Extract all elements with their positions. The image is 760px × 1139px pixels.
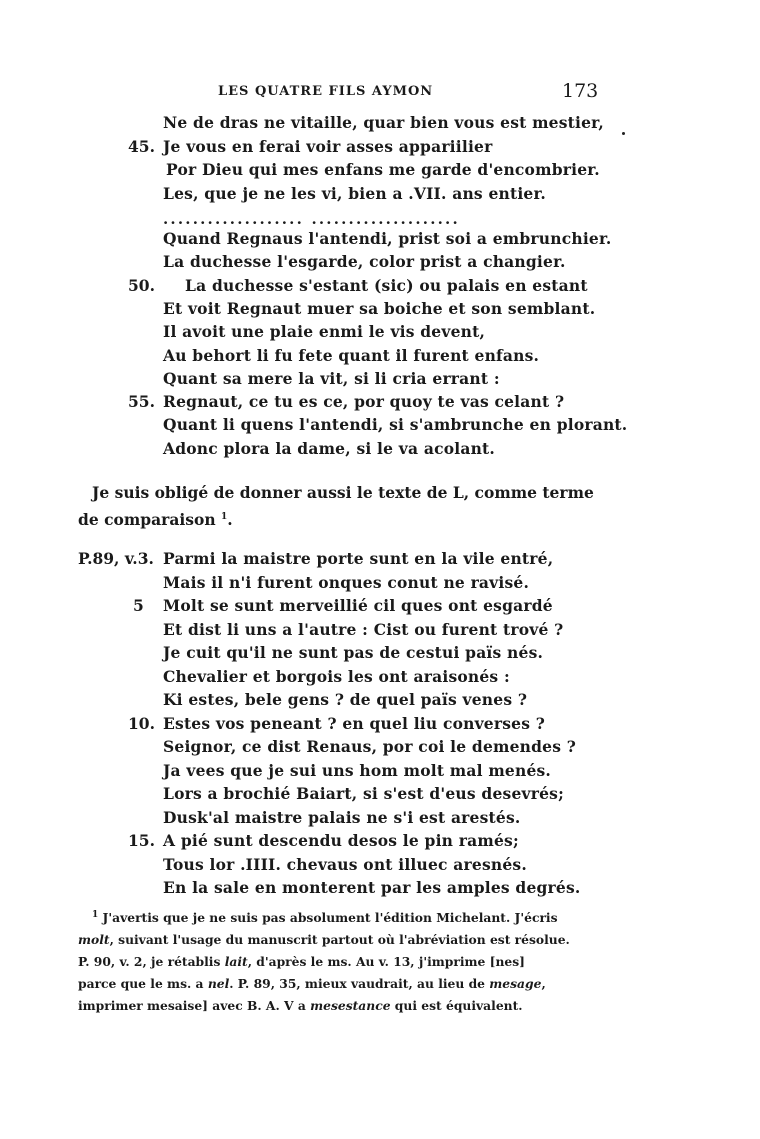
footnote-line-5-a: imprimer mesaise] avec B. A. V a: [78, 998, 311, 1013]
verse-line: Quant sa mere la vit, si li cria errant :: [163, 368, 500, 388]
verse-line: Mais il n'i furent onques conut ne ravisé.: [163, 572, 530, 592]
verse-line: Et voit Regnaut muer sa boiche et son semblant.: [163, 298, 596, 318]
running-header-title: LES QUATRE FILS AYMON: [218, 84, 434, 99]
verse-line: Lors a brochié Baiart, si s'est d'eus desevrés;: [163, 784, 564, 803]
line-number: 15.: [128, 831, 155, 850]
verse-line: Je cuit qu'il ne sunt pas de cestui païs nés.: [163, 643, 544, 662]
ink-speck: [622, 132, 625, 135]
verse-line: Adonc plora la dame, si le va acolant.: [163, 438, 496, 458]
paragraph-line-2-text: de comparaison: [78, 510, 216, 529]
footnote-line-1: [92, 910, 558, 925]
footnote-line-4-a: parce que le ms. a: [78, 976, 208, 991]
verse-line: Chevalier et borgois les ont araisonés :: [163, 666, 510, 686]
footnote-reference[interactable]: 1: [221, 511, 228, 522]
verse-line: En la sale en monterent par les amples degrés.: [163, 878, 581, 897]
verse-line: Regnaut, ce tu es ce, por quoy te vas celant ?: [163, 392, 565, 412]
verse-line: A pié sunt descendu desos le pin ramés;: [163, 831, 519, 850]
verse-line: Quand Regnaus l'antendi, prist soi a embrunchier.: [163, 229, 612, 248]
footnote-line-5-b: qui est équivalent.: [390, 998, 523, 1013]
verse-line: Il avoit une plaie enmi le vis devent,: [163, 322, 486, 342]
verse-line: Ki estes, bele gens ? de quel païs venes ?: [163, 690, 528, 709]
paragraph-line-2-end: .: [227, 510, 233, 529]
footnote-line-2: [78, 932, 570, 947]
footnote-line-4-b: . P. 89, 35, mieux vaudrait, au lieu de: [229, 976, 490, 991]
verse-line: Ne de dras ne vitaille, quar bien vous est mestier,: [163, 113, 605, 132]
footnote-line-1-text: J'avertis que je ne suis pas absolument l'édition Michelant. J'écris: [102, 910, 558, 926]
line-number: 50.: [128, 275, 155, 295]
footnote-line-4-c: ,: [541, 976, 546, 991]
verse-line: Au behort li fu fete quant il furent enfans.: [163, 345, 540, 365]
verse-line: Molt se sunt merveillié cil ques ont esgardé: [163, 596, 553, 615]
verse-line: La duchesse l'esgarde, color prist a changier.: [163, 252, 566, 272]
paragraph-line-2: [78, 510, 233, 529]
footnote-line-3-b: , d'après le ms. Au v. 13, j'imprime [nes]: [247, 954, 525, 969]
verse-line: Les, que je ne les vi, bien a .VII. ans entier.: [163, 183, 547, 203]
footnote-line-4: [78, 976, 546, 991]
paragraph-line-1: Je suis obligé de donner aussi le texte de L, comme terme: [92, 483, 594, 502]
verse-line: Dusk'al maistre palais ne s'i est arestés.: [163, 807, 521, 827]
line-number: 10.: [128, 713, 155, 733]
verse-line: Parmi la maistre porte sunt en la vile entré,: [163, 549, 554, 568]
line-number: 5: [133, 596, 144, 615]
verse-line: Tous lor .IIII. chevaus ont illuec aresnés.: [163, 854, 527, 874]
ellipsis-dotted-line: ................... ....................: [163, 210, 460, 228]
verse-line: Et dist li uns a l'autre : Cist ou furent trové ?: [163, 619, 564, 639]
verse-line: Je vous en ferai voir asses appariilier: [163, 136, 493, 156]
line-number: 45.: [128, 136, 155, 156]
verse-line: Ja vees que je sui uns hom molt mal menés.: [163, 760, 552, 780]
footnote-line-2-text: , suivant l'usage du manuscrit partout où l'abréviation est résolue.: [109, 932, 570, 947]
line-number: P.89, v.3.: [78, 549, 154, 568]
line-number: 55.: [128, 392, 155, 412]
footnote-line-5: [78, 998, 523, 1013]
footnote-italic-mesestance: mesestance: [310, 998, 391, 1013]
footnote-italic-molt: molt: [78, 932, 110, 947]
footnote-line-3: [78, 954, 525, 969]
footnote-line-3-a: P. 90, v. 2, je rétablis: [78, 954, 225, 969]
page-number: 173: [562, 80, 599, 102]
verse-line: Por Dieu qui mes enfans me garde d'encombrier.: [166, 160, 600, 179]
verse-line: Seignor, ce dist Renaus, por coi le demendes ?: [163, 737, 577, 756]
verse-line: Quant li quens l'antendi, si s'ambrunche en plorant.: [163, 415, 628, 435]
footnote-italic-nel: nel: [207, 976, 230, 991]
verse-line: La duchesse s'estant (sic) ou palais en estant: [185, 275, 588, 295]
footnote-italic-lait: lait: [224, 954, 248, 969]
verse-line: Estes vos peneant ? en quel liu converses ?: [163, 713, 546, 733]
footnote-marker: 1: [92, 910, 99, 920]
footnote-italic-mesage: mesage: [489, 976, 542, 991]
